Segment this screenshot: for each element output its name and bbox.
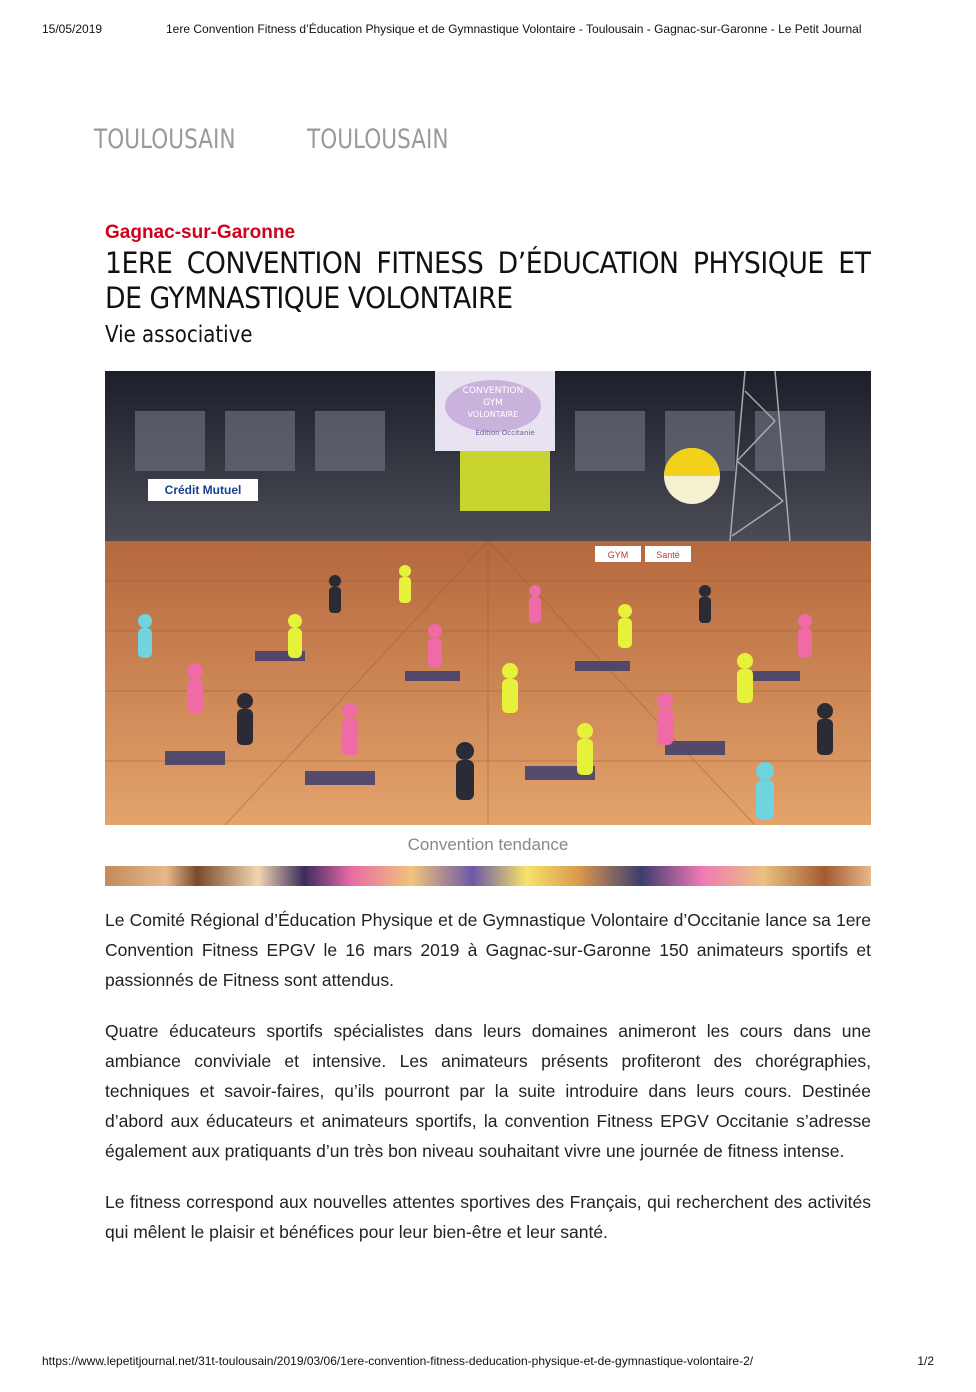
nav-link-toulousain[interactable]: TOULOUSAIN <box>94 124 236 155</box>
article-title: 1ERE CONVENTION FITNESS D’ÉDUCATION PHYSIQUE ET DE GYMNASTIQUE VOLONTAIRE <box>105 246 871 315</box>
screen-text-3: VOLONTAIRE <box>467 410 519 419</box>
article-paragraph-3: Le fitness correspond aux nouvelles attentes sportives des Français, qui recherchent des activités qui mêlent le plaisir et bénéfices pour leur bien-être et leur santé. <box>105 1192 871 1242</box>
photo-caption: Convention tendance <box>407 835 569 854</box>
sign-text-gym: GYM <box>607 550 629 560</box>
screen-text-1: CONVENTION <box>462 386 524 396</box>
photo-illustration <box>105 371 871 825</box>
print-document-title: 1ere Convention Fitness d’Éducation Physique et de Gymnastique Volontaire - Toulousain - Gagnac-sur-Garonne - Le Petit Journal <box>166 22 862 36</box>
article-category[interactable]: Gagnac-sur-Garonne <box>105 222 296 243</box>
nav-link-toulousain-2[interactable]: TOULOUSAIN <box>307 124 449 155</box>
sign-text-sante: Santé <box>656 550 680 560</box>
print-url: https://www.lepetitjournal.net/31t-toulousain/2019/03/06/1ere-convention-fitness-deducation-physique-et-de-gymnastique-volontaire-2/ <box>42 1354 754 1368</box>
article-paragraph-2: Quatre éducateurs sportifs spécialistes dans leurs domaines animeront les cours dans une ambiance conviviale et intensive. Les animateurs présents profiteront des chorégraphies, techniques et savoir-faires, qu’ils pourront par la suite introduire dans leurs cours. Destinée d’abord aux éducateurs et animateurs sportifs, la convention Fitness EPGV Occitanie s’adresse également aux pratiquants d’un très bon niveau souhaitant vivre une journée de fitness intense. <box>105 1021 871 1161</box>
print-date: 15/05/2019 <box>42 22 103 36</box>
print-page-number: 1/2 <box>917 1354 934 1368</box>
section-nav <box>94 124 538 155</box>
article-photo <box>105 371 871 825</box>
article-paragraph-1: Le Comité Régional d’Éducation Physique et de Gymnastique Volontaire d’Occitanie lance sa 1ere Convention Fitness EPGV le 16 mars 2019 à Gagnac-sur-Garonne 150 animateurs sportifs et passionnés de Fitness sont attendus. <box>105 910 871 990</box>
photo-strip <box>105 866 871 886</box>
sponsor-banner-text: Crédit Mutuel <box>164 483 242 497</box>
article-body <box>105 905 871 1268</box>
screen-text-2: GYM <box>483 398 503 408</box>
article-header <box>105 222 871 348</box>
article-subtitle: Vie associative <box>105 322 253 348</box>
screen-text-4: Édition Occitanie <box>475 429 535 437</box>
